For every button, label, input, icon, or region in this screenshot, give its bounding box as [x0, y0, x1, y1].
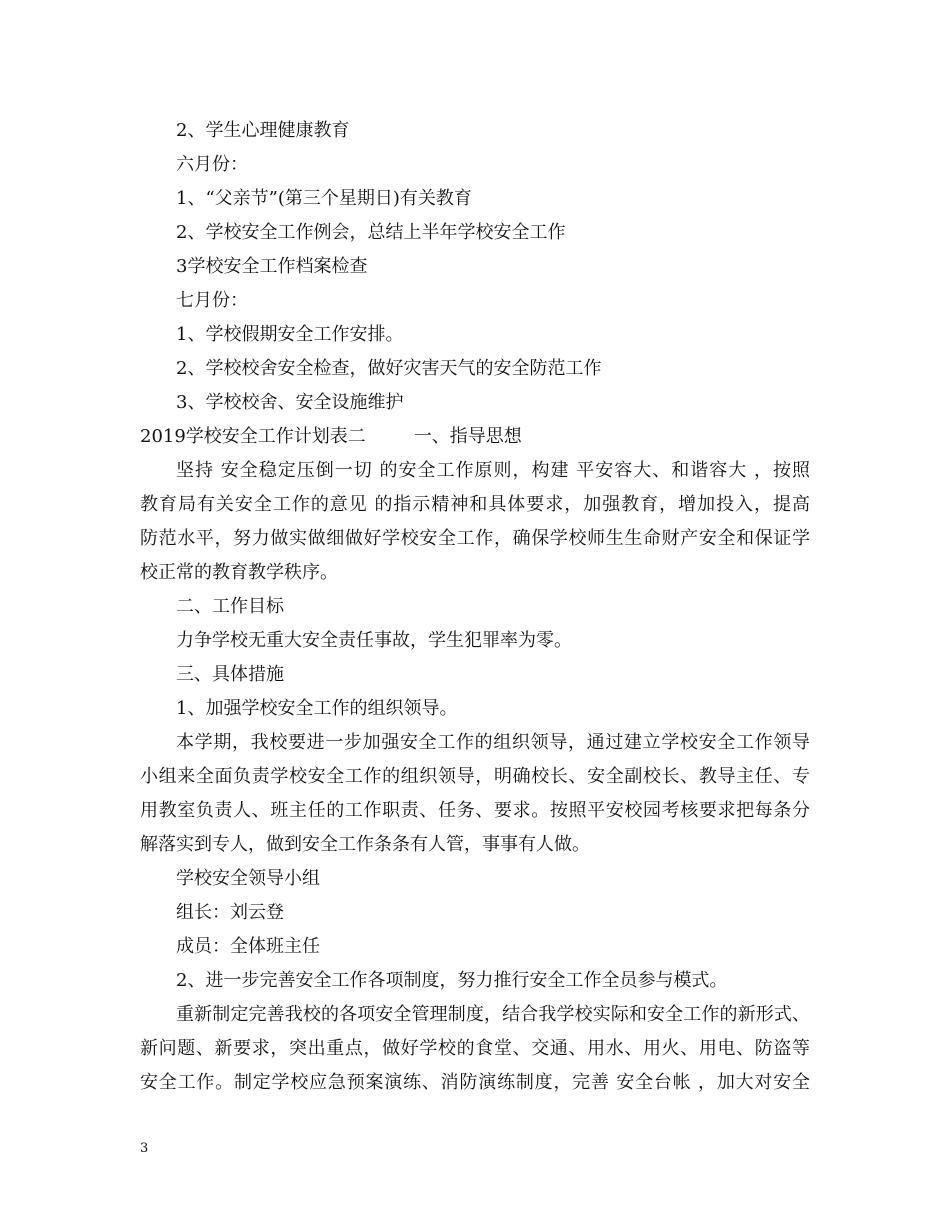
section-heading: 一、指导思想: [413, 426, 522, 447]
section-heading: 三、具体措施: [176, 664, 284, 685]
month-heading: 七月份：: [176, 290, 248, 311]
goal-text: 力争学校无重大安全责任事故，学生犯罪率为零。: [176, 630, 572, 651]
list-item: 1、“父亲节”(第三个星期日)有关教育: [176, 188, 472, 209]
paragraph-line: 本学期，我校要进一步加强安全工作的组织领导，通过建立学校安全工作领导: [176, 732, 810, 753]
section-heading: 二、工作目标: [176, 596, 284, 617]
list-item: 3、学校校舍、安全设施维护: [176, 392, 404, 413]
list-item: 2、学校安全工作例会，总结上半年学校安全工作: [176, 222, 566, 243]
paragraph-line: 重新制定完善我校的各项安全管理制度，结合我学校实际和安全工作的新形式、: [176, 1004, 810, 1025]
paragraph-line: 坚持 安全稳定压倒一切 的安全工作原则，构建 平安容大、和谐容大 ，按照: [176, 460, 810, 481]
measure-heading: 1、加强学校安全工作的组织领导。: [176, 698, 458, 719]
paragraph-line: 防范水平，努力做实做细做好学校安全工作，确保学校师生生命财产安全和保证学: [140, 528, 810, 549]
paragraph-line: 小组来全面负责学校安全工作的组织领导，明确校长、安全副校长、教导主任、专: [140, 766, 810, 787]
paragraph-line: 教育局有关安全工作的意见 的指示精神和具体要求，加强教育，增加投入，提高: [140, 494, 810, 515]
plan-title-line: [140, 425, 522, 449]
list-item: 2、学校校舍安全检查，做好灾害天气的安全防范工作: [176, 358, 602, 379]
group-leader: 组长：刘云登: [176, 902, 284, 923]
page-number: 3: [140, 1141, 149, 1156]
group-members: 成员：全体班主任: [176, 936, 320, 957]
paragraph-line: 用教室负责人、班主任的工作职责、任务、要求。按照平安校园考核要求把每条分: [140, 800, 810, 821]
measure-heading: 2、进一步完善安全工作各项制度，努力推行安全工作全员参与模式。: [176, 970, 728, 991]
paragraph-line: 新问题、新要求，突出重点，做好学校的食堂、交通、用水、用火、用电、防盗等: [140, 1038, 810, 1059]
paragraph-line: 安全工作。制定学校应急预案演练、消防演练制度，完善 安全台帐 ，加大对安全: [140, 1072, 810, 1093]
plan-title: 2019学校安全工作计划表二: [140, 426, 366, 447]
paragraph-line: 解落实到专人，做到安全工作条条有人管，事事有人做。: [140, 834, 590, 855]
paragraph-line: 校正常的教育教学秩序。: [140, 562, 338, 583]
list-item: 2、学生心理健康教育: [176, 120, 350, 141]
list-item: 3学校安全工作档案检查: [176, 256, 368, 277]
month-heading: 六月份：: [176, 154, 248, 175]
group-title: 学校安全领导小组: [176, 868, 320, 889]
list-item: 1、学校假期安全工作安排。: [176, 324, 404, 345]
